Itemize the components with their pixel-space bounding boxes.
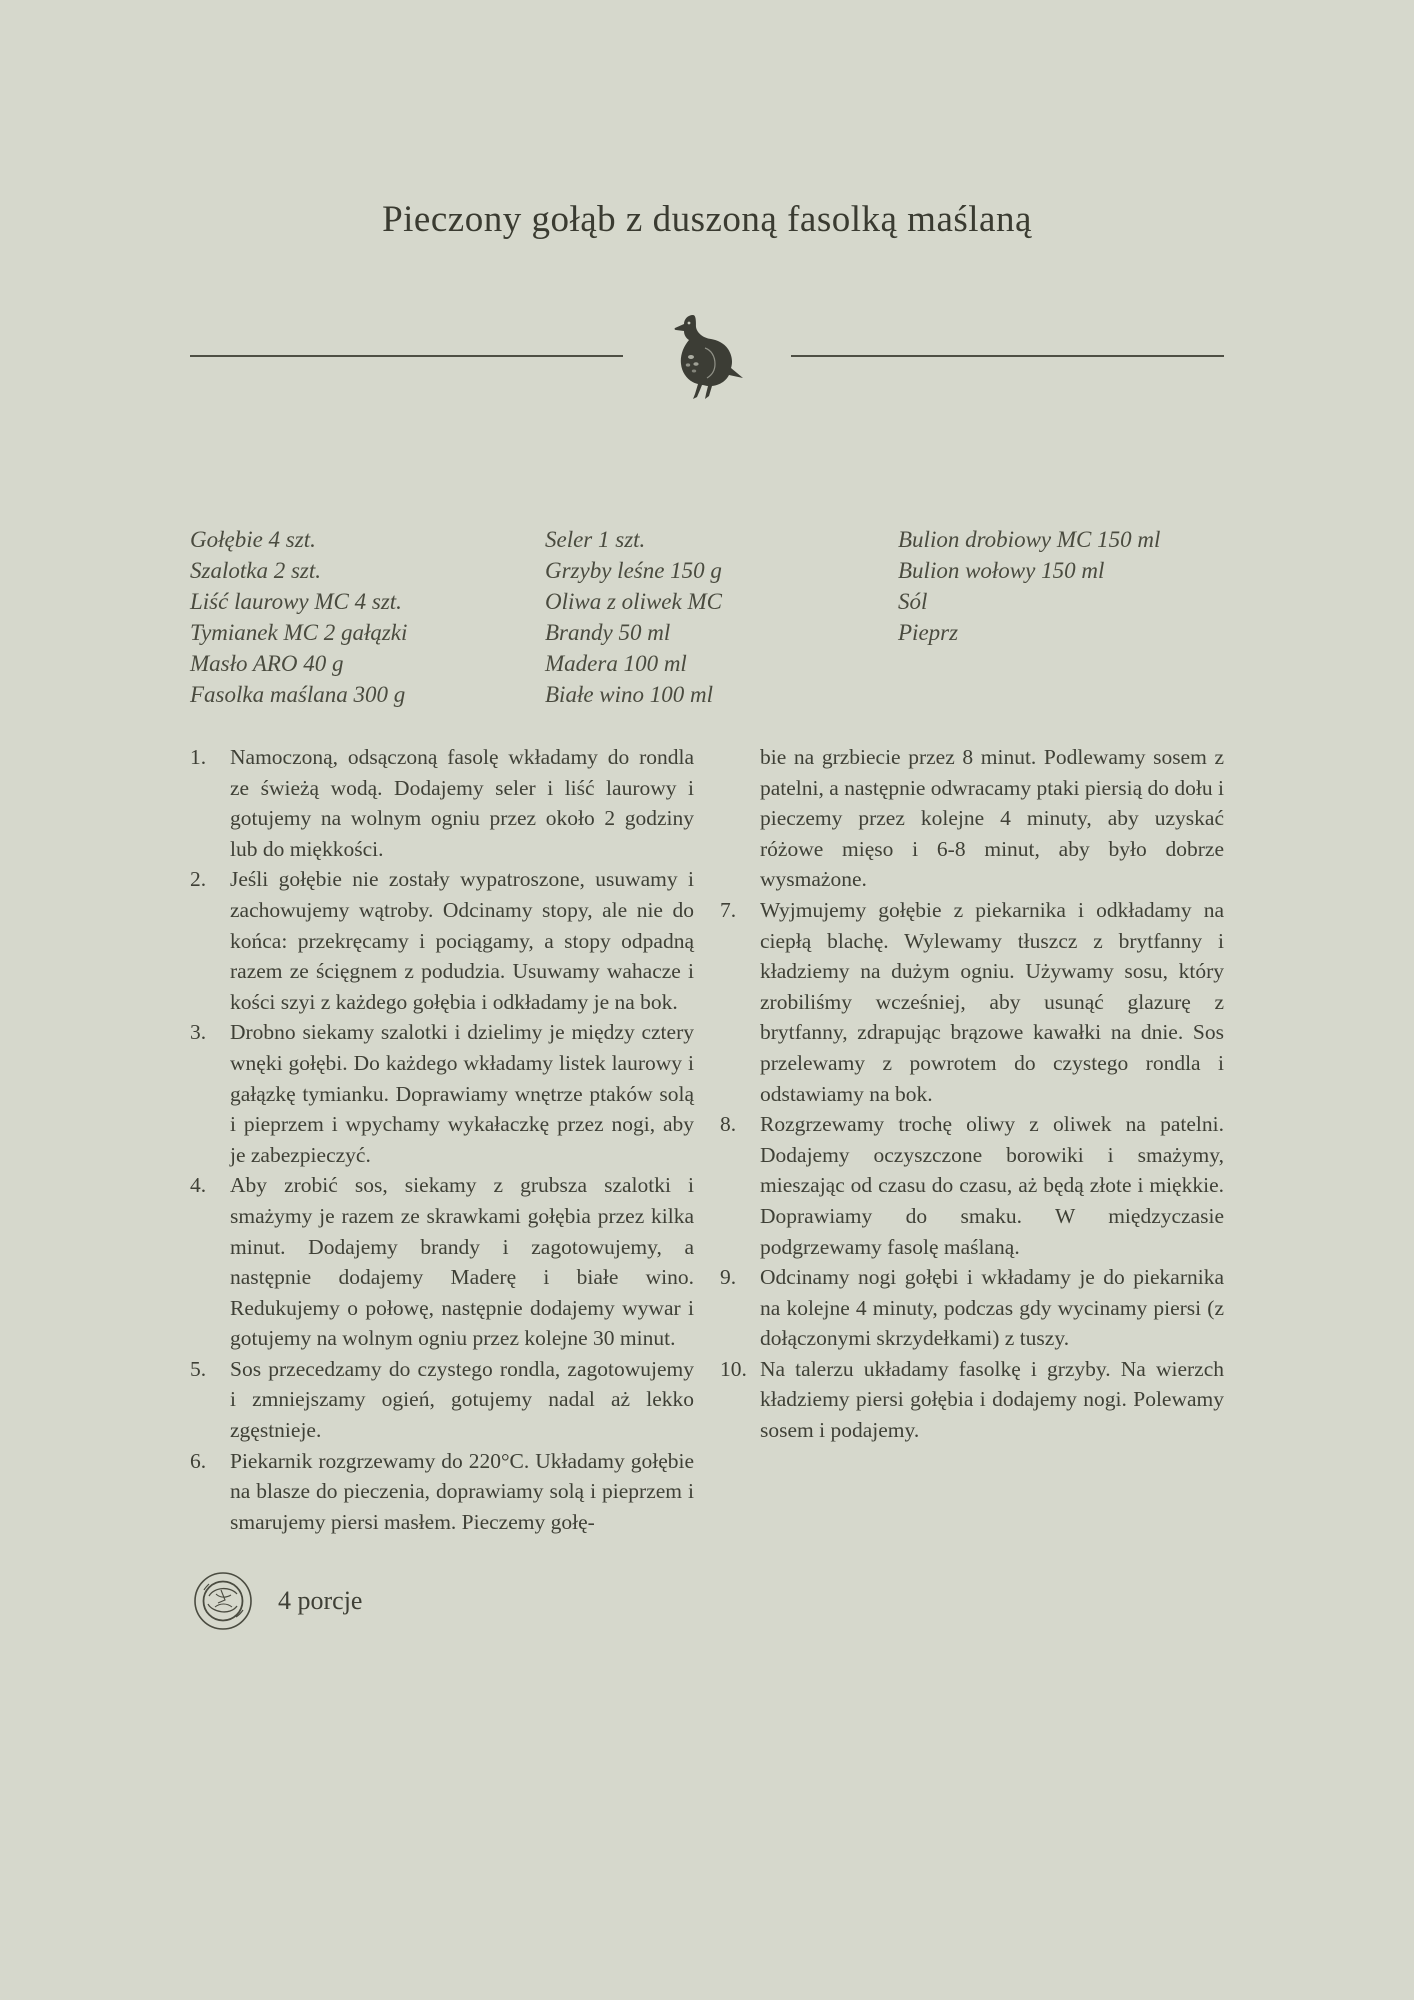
- instructions-column-left: [190, 742, 694, 1537]
- instruction-step: [720, 1109, 1224, 1262]
- step-number: 6.: [190, 1448, 207, 1473]
- ingredient-item: Tymianek MC 2 gałązki: [190, 620, 408, 645]
- ingredient-item: Szalotka 2 szt.: [190, 558, 321, 583]
- ingredients-column-3: [898, 524, 1160, 648]
- step-text: Namoczoną, odsączoną fasolę wkładamy do rondla ze świeżą wodą. Dodajemy seler i liść laurowy i gotujemy na wolnym ogniu przez około 2 godziny lub do miękkości.: [230, 745, 694, 861]
- step-text: bie na grzbiecie przez 8 minut. Podlewamy sosem z patelni, a następnie odwracamy ptaki piersią do dołu i pieczemy przez kolejne 4 minuty, aby uzyskać różowe mięso i 6-8 minut, aby było dobrze wysmażone.: [760, 745, 1224, 892]
- instruction-step: [720, 1262, 1224, 1354]
- instruction-step: [190, 1017, 694, 1170]
- ingredients-column-1: [190, 524, 407, 710]
- divider-rule-right: [791, 355, 1224, 357]
- step-number: 2.: [190, 867, 207, 892]
- step-text: Piekarnik rozgrzewamy do 220°C. Układamy gołębie na blasze do pieczenia, doprawiamy solą i pieprzem i smarujemy piersi masłem. Pieczemy gołę-: [230, 1448, 694, 1534]
- instruction-step: [190, 1446, 694, 1538]
- step-text: Wyjmujemy gołębie z piekarnika i odkładamy na ciepłą blachę. Wylewamy tłuszcz z brytfanny i kładziemy na dużym ogniu. Używamy sosu, który zrobiliśmy wcześniej, aby usunąć glazurę z brytfanny, zdrapując brązowe kawałki na dnie. Sos przelewamy z powrotem do czystego rondla i odstawiamy na bok.: [760, 897, 1224, 1106]
- step-text: Rozgrzewamy trochę oliwy z oliwek na patelni. Dodajemy oczyszczone borowiki i smażymy, mieszając od czasu do czasu, aż będą złote i miękkie. Doprawiamy do smaku. W międzyczasie podgrzewamy fasolę maślaną.: [760, 1112, 1224, 1259]
- ingredient-item: Bulion wołowy 150 ml: [898, 558, 1105, 583]
- step-number: 8.: [720, 1112, 737, 1137]
- step-number: 9.: [720, 1265, 737, 1290]
- plate-sketch-icon: [192, 1570, 254, 1632]
- step-number: 3.: [190, 1020, 207, 1045]
- ingredient-item: Seler 1 szt.: [545, 527, 646, 552]
- ingredient-item: Bulion drobiowy MC 150 ml: [898, 527, 1161, 552]
- instruction-step: [190, 742, 694, 864]
- step-text: Jeśli gołębie nie zostały wypatroszone, usuwamy i zachowujemy wątroby. Odcinamy stopy, ale nie do końca: przekręcamy i pociągamy, a stopy odpadną razem ze ścięgnem z podudzia. Usuwamy wahacze i kości szyi z każdego gołębia i odkładamy je na bok.: [230, 867, 694, 1014]
- pigeon-icon: [671, 312, 743, 400]
- ingredient-item: Pieprz: [898, 620, 959, 645]
- step-text: Aby zrobić sos, siekamy z grubsza szalotki i smażymy je razem ze skrawkami gołębia przez kilka minut. Dodajemy brandy i zagotowujemy, a następnie dodajemy Maderę i białe wino. Redukujemy o połowę, następnie dodajemy wywar i gotujemy na wolnym ogniu przez kolejne 30 minut.: [230, 1173, 694, 1351]
- servings-footer: [192, 1570, 362, 1632]
- ingredient-item: Grzyby leśne 150 g: [545, 558, 722, 583]
- servings-label: 4 porcje: [278, 1586, 363, 1615]
- divider-rule-left: [190, 355, 623, 357]
- step-number: 1.: [190, 745, 207, 769]
- instructions-column-right: [720, 742, 1224, 1537]
- ingredients-section: [190, 524, 1224, 707]
- instruction-step: [720, 1354, 1224, 1446]
- instruction-step: [190, 1354, 694, 1446]
- step-text: Na talerzu układamy fasolkę i grzyby. Na wierzch kładziemy piersi gołębia i dodajemy nogi. Polewamy sosem i podajemy.: [760, 1356, 1224, 1443]
- step-number: 4.: [190, 1173, 207, 1198]
- ingredient-item: Madera 100 ml: [545, 651, 687, 676]
- instructions-section: [190, 742, 1224, 1537]
- ingredients-column-2: [545, 524, 722, 710]
- step-number: 10.: [720, 1356, 747, 1381]
- step-text: Odcinamy nogi gołębi i wkładamy je do piekarnika na kolejne 4 minuty, podczas gdy wycinamy piersi (z dołączonymi skrzydełkami) z tuszy.: [760, 1265, 1224, 1351]
- ingredient-item: Liść laurowy MC 4 szt.: [190, 589, 402, 614]
- ingredient-item: Sól: [898, 589, 928, 614]
- instruction-step: [720, 895, 1224, 1109]
- ingredient-item: Masło ARO 40 g: [190, 651, 344, 676]
- page-title: Pieczony gołąb z duszoną fasolką maślaną: [382, 199, 1032, 240]
- ingredient-item: Fasolka maślana 300 g: [190, 682, 406, 707]
- instruction-step: [190, 1170, 694, 1354]
- divider: [190, 312, 1224, 400]
- ingredient-item: Gołębie 4 szt.: [190, 527, 316, 552]
- instruction-step: [190, 864, 694, 1017]
- ingredient-item: Oliwa z oliwek MC: [545, 589, 722, 614]
- ingredient-item: Brandy 50 ml: [545, 620, 671, 645]
- step-text: Drobno siekamy szalotki i dzielimy je między cztery wnęki gołębi. Do każdego wkładamy listek laurowy i gałązkę tymianku. Doprawiamy wnętrze ptaków solą i pieprzem i wpychamy wykałaczkę przez nogi, aby je zabezpieczyć.: [230, 1020, 694, 1167]
- step-number: 7.: [720, 897, 737, 922]
- step-number: 5.: [190, 1356, 207, 1381]
- instruction-step-continuation: [720, 742, 1224, 895]
- step-text: Sos przecedzamy do czystego rondla, zagotowujemy i zmniejszamy ogień, gotujemy nadal aż lekko zgęstnieje.: [230, 1356, 694, 1443]
- ingredient-item: Białe wino 100 ml: [545, 682, 714, 707]
